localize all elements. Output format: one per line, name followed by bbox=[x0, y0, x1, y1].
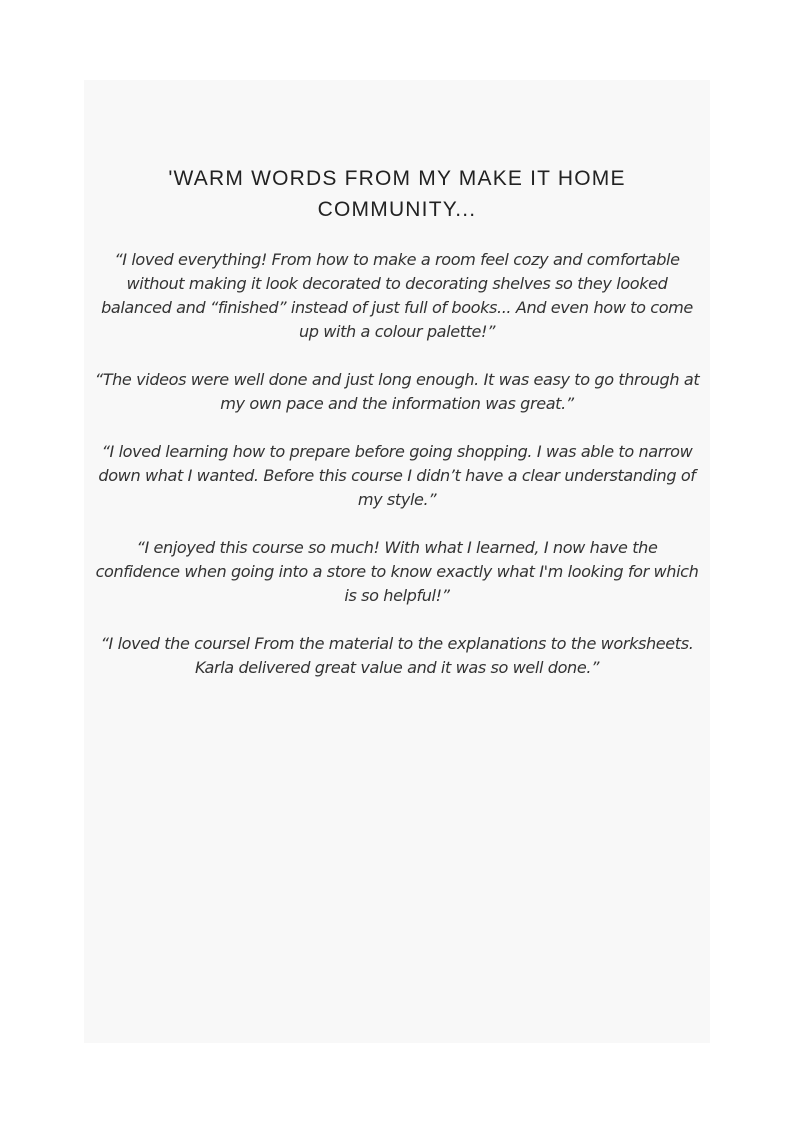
testimonial-quote: “I loved everything! From how to make a room feel cozy and comfortable without making it look decorated to decorating shelves so they looked balanced and “finished” instead of just full of books... And even how to come up with a colour palette!” bbox=[101, 250, 693, 341]
testimonial-quote: “I enjoyed this course so much! With what I learned, I now have the confidence when going into a store to know exactly what I'm looking for which is so helpful!” bbox=[95, 538, 699, 605]
page-title: 'WARM WORDS FROM MY MAKE IT HOME COMMUNITY... bbox=[168, 167, 626, 221]
testimonial-quote: “I loved learning how to prepare before going shopping. I was able to narrow down what I wanted. Before this course I didn’t have a clear understanding of my style.” bbox=[98, 442, 696, 509]
testimonial-list bbox=[94, 248, 700, 704]
testimonial-quote: “The videos were well done and just long enough. It was easy to go through at my own pace and the information was great.” bbox=[94, 370, 700, 413]
testimonial-quote: “I loved the coursel From the material to the explanations to the worksheets. Karla delivered great value and it was so well done.” bbox=[100, 634, 694, 677]
